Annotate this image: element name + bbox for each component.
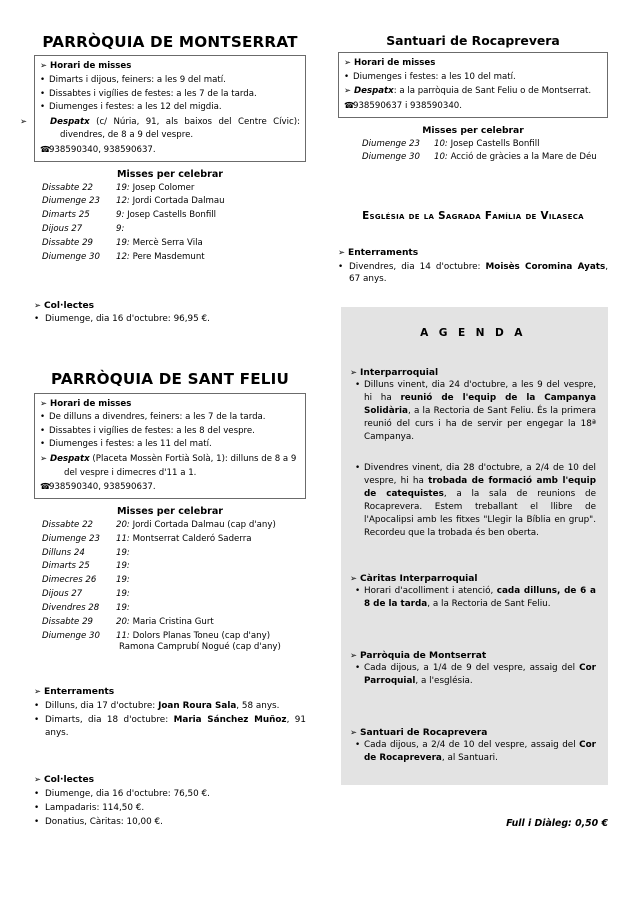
list-item xyxy=(34,700,306,713)
mass-intention: Pere Masdemunt xyxy=(132,251,205,262)
montserrat-schedule-line: • Dimarts i dijous, feiners: a les 9 del matí. xyxy=(40,74,300,88)
montserrat-schedule-line: • Dissabtes i vigílies de festes: a les 7 de la tarda. xyxy=(40,88,300,102)
mass-time: 11: xyxy=(116,630,130,641)
mass-time: 10: xyxy=(434,152,448,163)
bullet-icon: • xyxy=(40,102,46,113)
mass-time: 9: xyxy=(116,224,125,235)
footer-price: Full i Diàleg: 0,50 € xyxy=(506,818,608,829)
arrow-icon: ➢ xyxy=(344,57,352,68)
burial-date: Dilluns, dia 17 d'octubre: xyxy=(45,701,159,712)
mass-intention: Acció de gràcies a la Mare de Déu xyxy=(450,152,597,163)
mass-time: 19: xyxy=(116,589,130,600)
right-column xyxy=(338,34,608,287)
section-montserrat xyxy=(20,33,306,326)
sant-feliu-schedule-line: • De dilluns a divendres, feiners: a les 7 de la tarda. xyxy=(40,411,300,425)
mass-intention: Jordi Cortada Dalmau xyxy=(132,196,225,207)
burial-name: Joan Roura Sala xyxy=(158,701,237,712)
burial-date: Divendres, dia 14 d'octubre: xyxy=(349,261,486,272)
agenda-title: A G E N D A xyxy=(420,327,526,339)
mass-detail xyxy=(116,183,225,197)
agenda-item: • Cada dijous, a 1/4 de 9 del vespre, assaig del Cor Parroquial, a l'església. xyxy=(355,663,596,687)
mass-time: 19: xyxy=(116,603,130,613)
bullet-icon: • xyxy=(355,463,361,474)
list-item xyxy=(34,714,306,740)
table-row xyxy=(42,196,225,210)
list-item: • Diumenge, dia 16 d'octubre: 96,95 €. xyxy=(34,314,210,325)
arrow-icon: ➢ xyxy=(40,60,48,71)
montserrat-office-line2: divendres, de 8 a 9 del vespre. xyxy=(60,130,194,141)
agenda-block-heading: ➢ Càritas Interparroquial xyxy=(350,573,478,585)
sant-feliu-schedule-line: • Dissabtes i vigílies de festes: a les 8 del vespre. xyxy=(40,425,300,439)
arrow-icon: ➢ xyxy=(40,453,48,464)
table-row xyxy=(42,575,281,589)
mass-intention-2: Ramona Camprubí Nogué (cap d'any) xyxy=(119,642,281,653)
mass-detail xyxy=(116,575,281,589)
table-row xyxy=(42,238,225,252)
bullet-icon: • xyxy=(40,425,46,436)
agenda-block-interparroquial xyxy=(350,367,596,540)
arrow-icon: ➢ xyxy=(350,727,358,738)
mass-detail xyxy=(116,548,281,562)
agenda-block-heading: ➢ Interparroquial xyxy=(350,367,439,378)
agenda-panel xyxy=(341,307,608,785)
mass-day: Dimarts 25 xyxy=(42,210,90,221)
sant-feliu-burials-heading: ➢ Enterraments xyxy=(34,686,115,698)
agenda-item: • Divendres vinent, dia 28 d'octubre, a 2/4 de 10 del vespre, hi ha trobada de formació amb l'equip de catequistes, a la sala de reunions de Rocaprevera. Estem treballant el llibre de l'Apocalipsi amb les fitxes "Llegir la Bíblia en grup". Recordeu que la trobada és ben oberta. xyxy=(355,463,596,539)
agenda-item-emphasis: Cor de Rocaprevera xyxy=(364,740,596,764)
mass-intention: Josep Castells Bonfill xyxy=(450,138,540,149)
montserrat-title: PARRÒQUIA DE MONTSERRAT xyxy=(42,33,298,51)
mass-time: 19: xyxy=(116,547,130,558)
list-item: • Lampadaris: 114,50 €. xyxy=(34,802,145,813)
arrow-icon: ➢ xyxy=(34,686,42,697)
phone-icon: ☎ xyxy=(40,481,51,492)
burial-name: Maria Sánchez Muñoz xyxy=(173,714,287,725)
left-column xyxy=(20,33,306,829)
mass-detail xyxy=(116,561,281,575)
sant-feliu-collections-list xyxy=(34,788,306,828)
agenda-item-emphasis: trobada de formació amb l'equip de catequistes xyxy=(364,476,596,500)
arrow-icon: ➢ xyxy=(350,573,358,584)
arrow-icon: ➢ xyxy=(20,115,28,126)
mass-detail xyxy=(116,210,225,224)
mass-day: Diumenge 23 xyxy=(42,196,100,207)
agenda-item-emphasis: cada dilluns, de 6 a 8 de la tarda xyxy=(364,586,596,610)
bullet-icon: • xyxy=(34,701,40,712)
sant-feliu-title: PARRÒQUIA DE SANT FELIU xyxy=(50,370,290,389)
table-row xyxy=(42,617,281,631)
bullet-icon: • xyxy=(40,88,46,99)
sant-feliu-office-line2: del vespre i dimecres d'11 a 1. xyxy=(64,467,197,478)
mass-day: Diumenge 30 xyxy=(362,152,420,163)
mass-day: Diumenge 30 xyxy=(42,251,100,262)
burial-date: Dimarts, dia 18 d'octubre: xyxy=(45,714,174,725)
sant-feliu-collections-heading: ➢ Col·lectes xyxy=(34,774,95,786)
bullet-icon: • xyxy=(40,439,46,450)
mass-intention: Maria Cristina Gurt xyxy=(132,616,214,627)
mass-detail xyxy=(116,589,281,603)
agenda-item: • Cada dijous, a 2/4 de 10 del vespre, assaig del Cor de Rocaprevera, al Santuari. xyxy=(355,740,596,764)
bullet-icon: • xyxy=(34,314,40,325)
agenda-item: • Dilluns vinent, dia 24 d'octubre, a les 9 del vespre, hi ha reunió de l'equip de la Campanya Solidària, a la Rectoria de Sant Feliu. És la primera reunió del curs i ha de servir per engegar la 18ª Campanya. xyxy=(355,380,597,443)
mass-day: Dilluns 24 xyxy=(42,547,85,558)
mass-time: 20: xyxy=(116,616,130,627)
mass-detail xyxy=(116,252,225,266)
phone-icon: ☎ xyxy=(344,100,355,110)
mass-day: Dissabte 29 xyxy=(42,238,94,249)
mass-detail xyxy=(116,224,225,238)
bullet-icon: • xyxy=(34,714,40,725)
mass-day: Diumenge 23 xyxy=(42,533,100,544)
agenda-block-montserrat xyxy=(350,650,596,688)
montserrat-schedule-heading: ➢ Horari de misses xyxy=(40,60,132,72)
mass-detail xyxy=(116,631,281,657)
rocaprevera-schedule-line: • Diumenges i festes: a les 10 del matí. xyxy=(344,71,602,85)
bullet-icon: • xyxy=(34,816,40,827)
mass-day: Dijous 27 xyxy=(42,589,83,600)
mass-intention: Jordi Cortada Dalmau (cap d'any) xyxy=(132,519,276,530)
mass-time: 20: xyxy=(116,519,130,530)
bullet-icon: • xyxy=(355,740,361,751)
burial-age: , 67 anys. xyxy=(349,261,608,285)
table-row xyxy=(42,224,225,238)
mass-detail xyxy=(116,603,281,617)
vilaseca-burials-list xyxy=(338,261,608,287)
rocaprevera-info-box xyxy=(338,52,608,117)
mass-intention: Dolors Planas Toneu (cap d'any) xyxy=(132,630,271,641)
burial-age: , 91 anys. xyxy=(45,714,306,738)
mass-time: 9: xyxy=(116,210,125,221)
mass-day: Diumenge 30 xyxy=(42,630,100,641)
table-row xyxy=(42,603,281,617)
montserrat-schedule-line: • Diumenges i festes: a les 12 del migdia. xyxy=(40,101,300,115)
table-row xyxy=(42,589,281,603)
montserrat-collections-list xyxy=(34,313,306,326)
montserrat-masses-title: Misses per celebrar xyxy=(116,168,224,180)
mass-detail xyxy=(116,617,281,631)
table-row xyxy=(42,534,281,548)
mass-detail xyxy=(434,139,597,153)
mass-day: Diumenge 23 xyxy=(362,138,420,149)
table-row xyxy=(42,252,225,266)
mass-day: Dimarts 25 xyxy=(42,561,90,572)
arrow-icon: ➢ xyxy=(350,650,358,661)
mass-time: 11: xyxy=(116,533,130,544)
rocaprevera-masses-table xyxy=(362,139,597,167)
agenda-block-heading: ➢ Parròquia de Montserrat xyxy=(350,650,487,662)
arrow-icon: ➢ xyxy=(350,367,358,377)
mass-day: Dissabte 22 xyxy=(42,182,94,193)
mass-time: 19: xyxy=(116,575,130,586)
mass-day: Dissabte 29 xyxy=(42,616,94,627)
table-row xyxy=(42,548,281,562)
section-rocaprevera xyxy=(338,34,608,166)
bullet-icon: • xyxy=(355,586,361,597)
office-label: Despatx xyxy=(50,454,90,465)
section-vilaseca xyxy=(338,210,608,286)
arrow-icon: ➢ xyxy=(34,774,42,785)
agenda-block-heading: ➢ Santuari de Rocaprevera xyxy=(350,727,488,739)
burial-age: , 58 anys. xyxy=(236,701,280,712)
sant-feliu-masses-title: Misses per celebrar xyxy=(116,505,224,517)
agenda-block-rocaprevera xyxy=(350,727,596,765)
table-row xyxy=(42,631,281,657)
burial-name: Moisès Coromina Ayats xyxy=(485,261,606,272)
mass-day: Dijous 27 xyxy=(42,224,83,235)
rocaprevera-schedule-heading: ➢ Horari de misses xyxy=(344,57,436,69)
montserrat-phones: ☎938590340, 938590637. xyxy=(40,143,156,155)
sant-feliu-schedule-heading: ➢ Horari de misses xyxy=(40,397,132,409)
arrow-icon: ➢ xyxy=(338,246,346,257)
agenda-block-caritas xyxy=(350,573,596,611)
table-row xyxy=(362,152,597,166)
bullet-icon: • xyxy=(40,75,46,86)
sant-feliu-office-line: ➢ Despatx (Placeta Mossèn Fortià Solà, 1): dilluns de 8 a 9 xyxy=(40,453,297,465)
list-item xyxy=(338,261,608,287)
vilaseca-burials-heading: ➢ Enterraments xyxy=(338,246,419,258)
phone-icon: ☎ xyxy=(40,143,51,154)
mass-time: 19: xyxy=(116,238,130,249)
bullet-icon: • xyxy=(34,789,40,799)
bullet-icon: • xyxy=(338,261,344,272)
mass-detail xyxy=(116,534,281,548)
mass-detail xyxy=(434,152,597,166)
table-row xyxy=(42,210,225,224)
mass-time: 19: xyxy=(116,561,130,572)
list-item: • Donatius, Càritas: 10,00 €. xyxy=(34,816,163,827)
sant-feliu-masses-table xyxy=(42,520,281,657)
mass-intention: Josep Colomer xyxy=(132,182,195,193)
mass-intention: Josep Castells Bonfill xyxy=(127,210,217,221)
mass-detail xyxy=(116,520,281,534)
sant-feliu-info-box xyxy=(34,393,306,499)
vilaseca-title: Església de la Sagrada Família de Vilaseca xyxy=(362,210,584,223)
mass-intention: Mercè Serra Vila xyxy=(132,238,203,249)
mass-time: 10: xyxy=(434,138,448,149)
bullet-icon: • xyxy=(40,412,46,423)
mass-time: 12: xyxy=(116,251,130,262)
montserrat-office-line: ➢ Despatx (c/ Núria, 91, als baixos del Centre Cívic): xyxy=(20,115,300,127)
mass-day: Divendres 28 xyxy=(42,603,100,613)
mass-day: Dimecres 26 xyxy=(42,575,97,586)
mass-detail xyxy=(116,238,225,252)
section-sant-feliu xyxy=(34,371,306,828)
bullet-icon: • xyxy=(344,71,350,82)
table-row xyxy=(362,139,597,153)
sant-feliu-burials-list xyxy=(34,700,306,739)
mass-intention: Montserrat Calderó Saderra xyxy=(132,533,252,544)
rocaprevera-phones: ☎938590637 i 938590340. xyxy=(344,100,462,111)
agenda-item-emphasis: reunió de l'equip de la Campanya Solidària xyxy=(364,393,597,417)
sant-feliu-phones: ☎938590340, 938590637. xyxy=(40,481,156,493)
rocaprevera-office-line: ➢ Despatx: a la parròquia de Sant Feliu o de Montserrat. xyxy=(344,85,592,97)
montserrat-collections-heading: ➢ Col·lectes xyxy=(34,299,95,311)
mass-detail xyxy=(116,196,225,210)
bullet-icon: • xyxy=(355,380,361,390)
montserrat-info-box xyxy=(20,55,306,161)
table-row xyxy=(42,183,225,197)
bullet-icon: • xyxy=(355,663,361,674)
list-item: • Diumenge, dia 16 d'octubre: 76,50 €. xyxy=(34,789,210,799)
agenda-item-emphasis: Cor Parroquial xyxy=(364,663,596,687)
agenda-item: • Horari d'acolliment i atenció, cada dilluns, de 6 a 8 de la tarda, a la Rectoria de Sant Feliu. xyxy=(355,586,596,610)
mass-day: Dissabte 22 xyxy=(42,519,94,530)
arrow-icon: ➢ xyxy=(40,397,48,408)
office-label: Despatx xyxy=(354,86,394,97)
table-row xyxy=(42,520,281,534)
sant-feliu-schedule-line: • Diumenges i festes: a les 11 del matí. xyxy=(40,438,300,452)
montserrat-masses-table xyxy=(42,183,225,266)
rocaprevera-title: Santuari de Rocaprevera xyxy=(386,33,560,48)
arrow-icon: ➢ xyxy=(344,85,352,96)
mass-time: 19: xyxy=(116,182,130,193)
office-label: Despatx xyxy=(50,116,90,127)
mass-time: 12: xyxy=(116,196,130,207)
table-row xyxy=(42,561,281,575)
bullet-icon: • xyxy=(34,802,40,813)
rocaprevera-masses-title: Misses per celebrar xyxy=(422,124,524,136)
arrow-icon: ➢ xyxy=(34,299,42,310)
